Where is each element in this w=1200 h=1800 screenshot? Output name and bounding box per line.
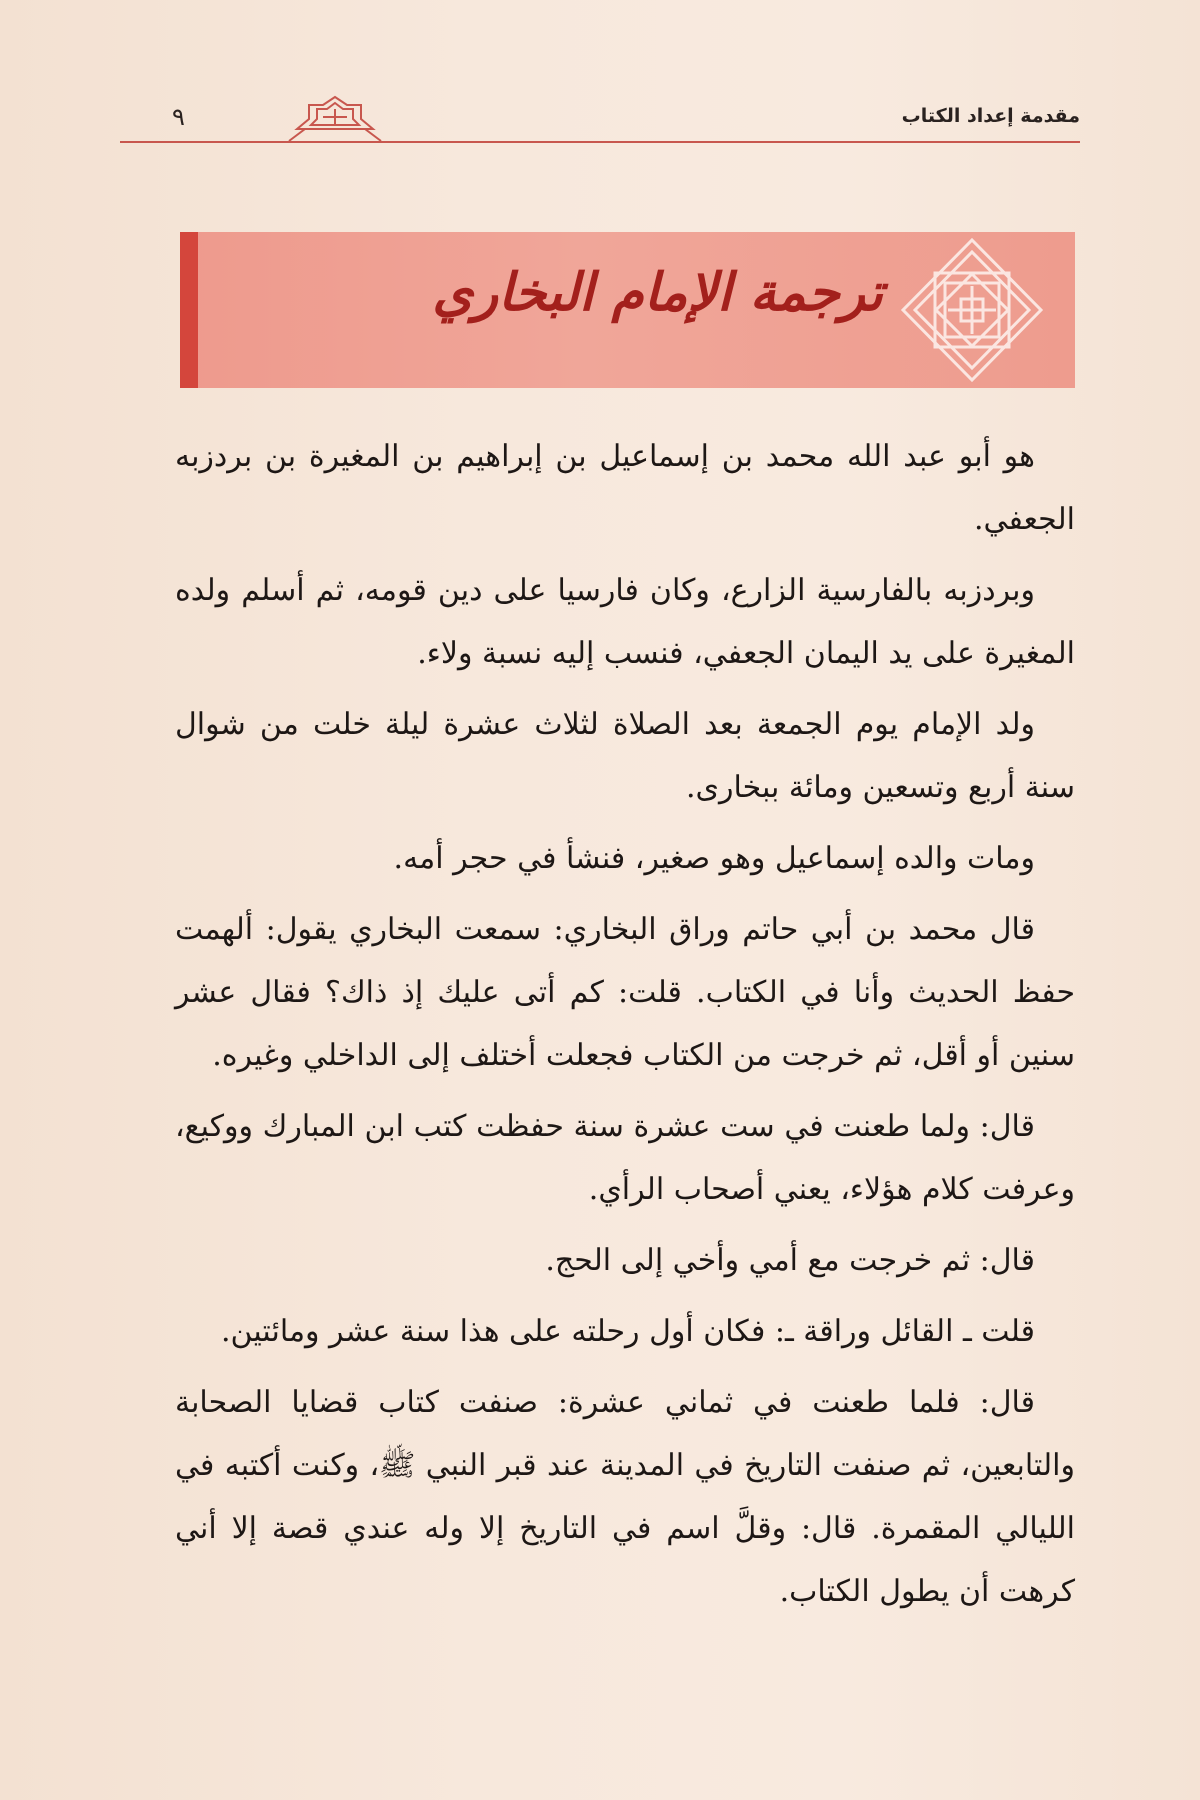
paragraph: هو أبو عبد الله محمد بن إسماعيل بن إبراهيم بن المغيرة بن بردزبه الجعفي. xyxy=(175,439,1075,537)
star-ornament-icon xyxy=(897,234,1047,386)
paragraph: ومات والده إسماعيل وهو صغير، فنشأ في حجر أمه. xyxy=(393,841,1035,876)
chapter-title: ترجمة الإمام البخاري xyxy=(432,262,883,323)
header-divider xyxy=(120,141,1080,143)
geometric-ornament-icon xyxy=(285,95,385,143)
paragraph: قال: فلما طعنت في ثماني عشرة: صنفت كتاب قضايا الصحابة والتابعين، ثم صنفت التاريخ في المدينة عند قبر النبي ﷺ، وكنت أكتبه في الليالي المقمرة. قال: وقلَّ اسم في التاريخ إلا وله عندي قصة إلا أني كرهت أن يطول الكتاب. xyxy=(175,1385,1075,1609)
paragraph: قال محمد بن أبي حاتم وراق البخاري: سمعت البخاري يقول: ألهمت حفظ الحديث وأنا في الكتاب. قلت: كم أتى عليك إذ ذاك؟ فقال عشر سنين أو أقل، ثم خرجت من الكتاب فجعلت أختلف إلى الداخلي وغيره. xyxy=(175,912,1075,1073)
page-number: ٩ xyxy=(172,103,185,131)
paragraph: قلت ـ القائل وراقة ـ: فكان أول رحلته على هذا سنة عشر ومائتين. xyxy=(221,1314,1035,1349)
paragraph: ولد الإمام يوم الجمعة بعد الصلاة لثلاث عشرة ليلة خلت من شوال سنة أربع وتسعين ومائة ببخارى. xyxy=(175,707,1075,805)
running-title: مقدمة إعداد الكتاب xyxy=(901,105,1080,127)
paragraph: وبردزبه بالفارسية الزارع، وكان فارسيا على دين قومه، ثم أسلم ولده المغيرة على يد اليمان الجعفي، فنسب إليه نسبة ولاء. xyxy=(175,573,1075,671)
chapter-banner xyxy=(180,232,1075,388)
paragraph: قال: ولما طعنت في ست عشرة سنة حفظت كتب ابن المبارك ووكيع، وعرفت كلام هؤلاء، يعني أصحاب الرأي. xyxy=(175,1109,1075,1207)
paragraph: قال: ثم خرجت مع أمي وأخي إلى الحج. xyxy=(545,1243,1035,1278)
banner-stripe xyxy=(180,232,198,388)
body-text xyxy=(175,425,1075,1631)
running-header xyxy=(120,95,1080,150)
